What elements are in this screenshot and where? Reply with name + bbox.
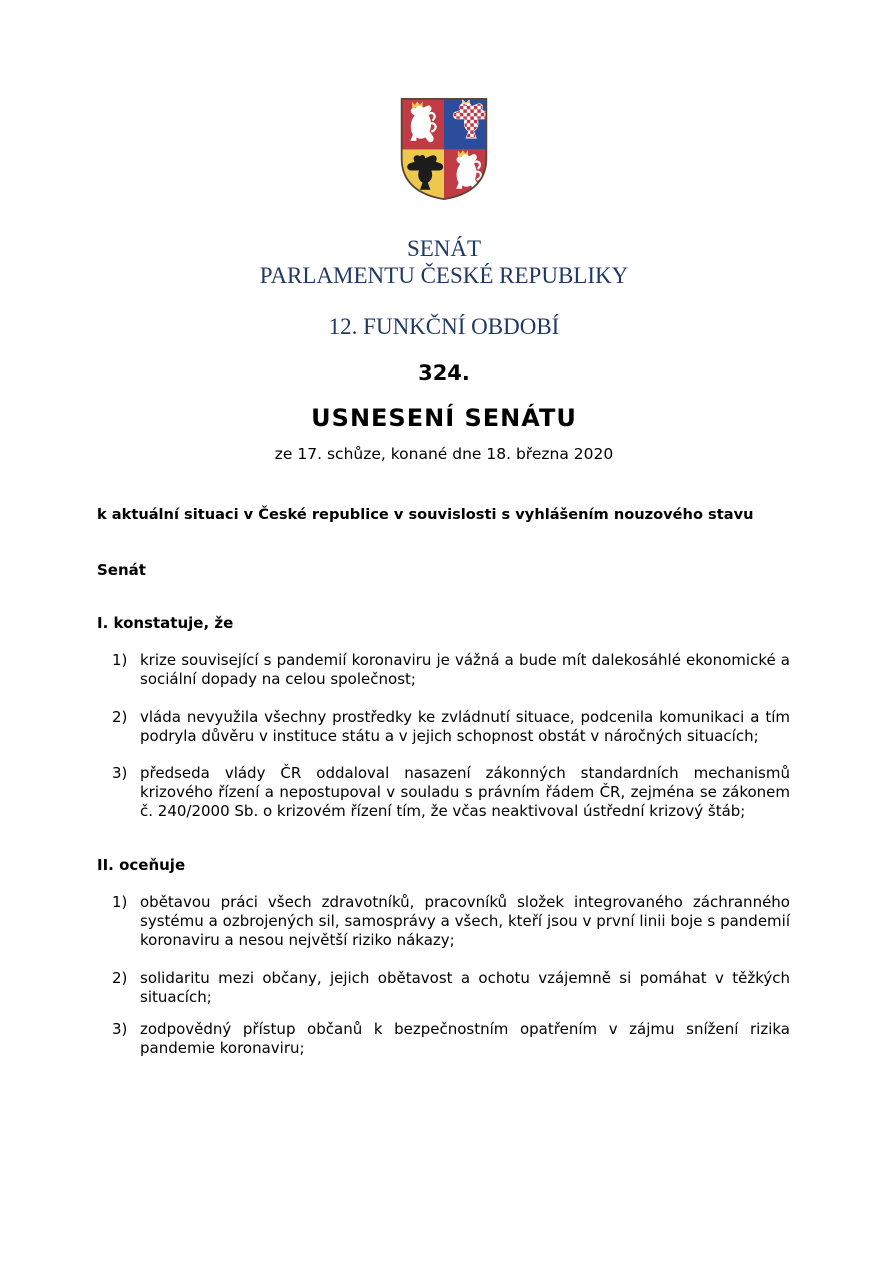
list-item [112, 651, 790, 689]
section-2-heading: II. oceňuje [97, 856, 186, 874]
item-text: vláda nevyužila všechny prostředky ke zvládnutí situace, podcenila komunikaci a tím podryla důvěru v instituce státu a v jejich schopnost obstát v náročných situacích; [140, 708, 790, 745]
czech-coat-of-arms-icon [398, 95, 490, 203]
header-term: 12. FUNKČNÍ OBDOBÍ [328, 314, 560, 339]
resolution-actor: Senát [97, 561, 146, 579]
item-number: 2) [112, 969, 128, 987]
resolution-subject: k aktuální situaci v České republice v souvislosti s vyhlášením nouzového stavu [97, 506, 754, 523]
item-number: 1) [112, 651, 128, 669]
list-item [112, 1020, 790, 1058]
list-item [112, 893, 790, 950]
item-text: zodpovědný přístup občanů k bezpečnostním opatřením v zájmu snížení rizika pandemie koronaviru; [140, 1020, 790, 1057]
item-number: 1) [112, 893, 128, 911]
item-text: obětavou práci všech zdravotníků, pracovníků složek integrovaného záchranného systému a ozbrojených sil, samosprávy a všech, kteří jsou v první linii boje s pandemií koronaviru a nesou největší riziko nákazy; [140, 893, 790, 949]
resolution-session-line: ze 17. schůze, konané dne 18. března 2020 [274, 445, 614, 463]
header-line-parliament: PARLAMENTU ČESKÉ REPUBLIKY [259, 263, 629, 288]
item-number: 3) [112, 764, 128, 782]
item-number: 3) [112, 1020, 128, 1038]
section-1-heading: I. konstatuje, že [97, 614, 234, 632]
item-number: 2) [112, 708, 128, 726]
header-line-senat: SENÁT [406, 236, 482, 261]
item-text: krize související s pandemií koronaviru je vážná a bude mít dalekosáhlé ekonomické a sociální dopady na celou společnost; [140, 651, 790, 688]
section-1 [0, 614, 888, 821]
section-2 [0, 856, 888, 1058]
list-item [112, 969, 790, 1007]
header-institution [0, 235, 888, 289]
item-text: předseda vlády ČR oddaloval nasazení zákonných standardních mechanismů krizového řízení a nepostupoval v souladu s právním řádem ČR, zejména se zákonem č. 240/2000 Sb. o krizovém řízení tím, že včas neaktivoval ústřední krizový štáb; [140, 764, 790, 820]
list-item [112, 764, 790, 821]
resolution-number: 324. [418, 361, 470, 385]
item-text: solidaritu mezi občany, jejich obětavost a ochotu vzájemně si pomáhat v těžkých situacích; [140, 969, 790, 1006]
list-item [112, 708, 790, 746]
resolution-title: USNESENÍ SENÁTU [311, 404, 577, 432]
